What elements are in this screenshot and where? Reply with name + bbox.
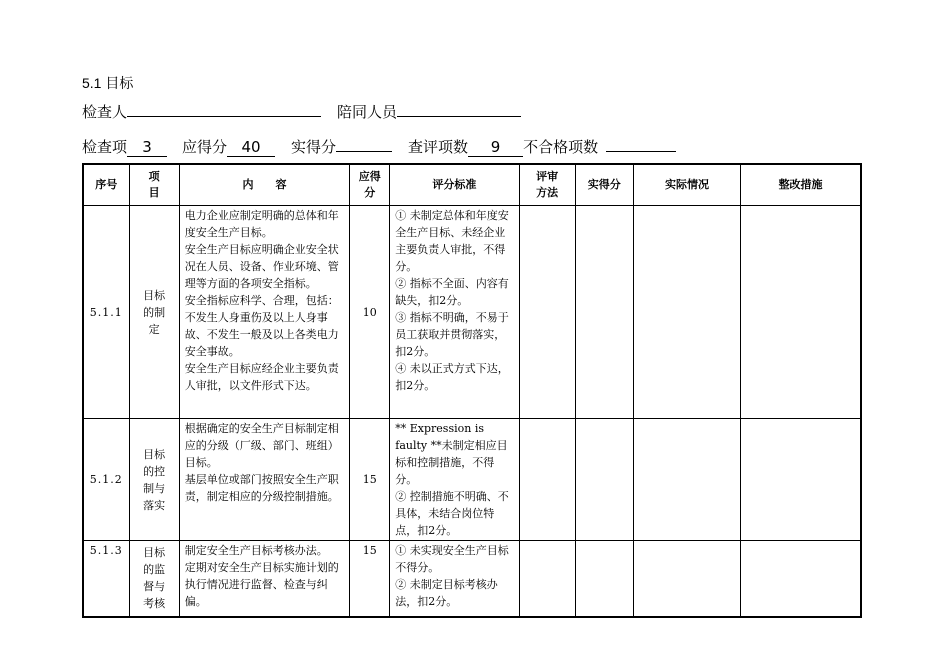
actual-score-cell[interactable]	[575, 206, 633, 419]
method-cell[interactable]	[519, 206, 575, 419]
content-paragraph: 安全指标应科学、合理，包括：不发生人身重伤及以上人身事故、不发生一般及以上各类电力安全事故。	[184, 294, 339, 358]
row-score: 15	[350, 541, 390, 618]
situation-cell[interactable]	[633, 419, 740, 541]
content-paragraph: 定期对安全生产目标实施计划的执行情况进行监督、检查与纠偏。	[184, 561, 339, 608]
content-paragraph: 根据确定的安全生产目标制定相应的分级（厂级、部门、班组）目标。	[184, 422, 339, 469]
table-row	[83, 206, 861, 419]
header-item	[129, 164, 179, 206]
standard-item: ④ 未以正式方式下达，扣2分。	[395, 362, 509, 392]
standard-item: ** Expression is faulty **未制定相应目标和控制措施，不得分。	[395, 422, 508, 486]
inspector-label: 检查人	[82, 103, 128, 121]
row-item: 目标 的监 督与 考核	[129, 541, 179, 618]
actual-score-label: 实得分	[291, 138, 337, 156]
rectify-cell[interactable]	[741, 541, 861, 618]
companion-label: 陪同人员	[337, 103, 398, 121]
header-score	[350, 164, 390, 206]
row-standard	[390, 206, 519, 419]
rectify-cell[interactable]	[741, 206, 861, 419]
method-cell[interactable]	[519, 419, 575, 541]
content-paragraph: 安全生产目标应明确企业安全状况在人员、设备、作业环境、管理等方面的各项安全指标。	[184, 243, 339, 290]
header-no: 序号	[83, 164, 129, 206]
inspector-field[interactable]	[127, 99, 321, 117]
standard-item: ② 控制措施不明确、不具体，未结合岗位特点，扣2分。	[395, 490, 509, 537]
actual-score-value[interactable]	[336, 134, 392, 152]
fail-count-label: 不合格项数	[523, 138, 599, 156]
inspector-line	[82, 99, 521, 122]
content-paragraph: 制定安全生产目标考核办法。	[184, 544, 328, 557]
due-score-value[interactable]: 40	[227, 139, 275, 157]
row-item: 目标 的制 定	[129, 206, 179, 419]
row-no: 5.1.3	[83, 541, 129, 618]
inspection-table	[82, 163, 862, 618]
header-method-text: 评审 方法	[536, 170, 559, 199]
fail-count-value[interactable]	[606, 134, 676, 152]
table-row	[83, 541, 861, 618]
summary-line	[82, 134, 676, 157]
item-count-label: 检查项	[82, 138, 128, 156]
standard-item: ② 指标不全面、内容有缺失，扣2分。	[395, 277, 509, 307]
actual-score-cell[interactable]	[575, 541, 633, 618]
header-standard: 评分标准	[390, 164, 519, 206]
situation-cell[interactable]	[633, 206, 740, 419]
review-count-value[interactable]: 9	[468, 139, 523, 157]
situation-cell[interactable]	[633, 541, 740, 618]
row-item: 目标 的控 制与 落实	[129, 419, 179, 541]
content-paragraph: 基层单位或部门按照安全生产职责，制定相应的分级控制措施。	[184, 473, 339, 503]
row-content	[179, 541, 349, 618]
row-score: 15	[350, 419, 390, 541]
header-score-text: 应得 分	[358, 170, 381, 199]
content-paragraph: 电力企业应制定明确的总体和年度安全生产目标。	[184, 209, 339, 239]
header-method	[519, 164, 575, 206]
row-no: 5.1.1	[83, 206, 129, 419]
method-cell[interactable]	[519, 541, 575, 618]
row-score: 10	[350, 206, 390, 419]
header-rectify: 整改措施	[741, 164, 861, 206]
row-content	[179, 419, 349, 541]
row-standard	[390, 541, 519, 618]
due-score-label: 应得分	[182, 138, 228, 156]
header-actual: 实得分	[575, 164, 633, 206]
section-title: 5.1 目标	[82, 75, 134, 91]
table-row	[83, 419, 861, 541]
row-standard	[390, 419, 519, 541]
header-content: 内 容	[179, 164, 349, 206]
standard-item: ② 未制定目标考核办法，扣2分。	[395, 578, 498, 608]
row-content	[179, 206, 349, 419]
companion-field[interactable]	[397, 99, 521, 117]
content-paragraph: 安全生产目标应经企业主要负责人审批，以文件形式下达。	[184, 362, 339, 392]
table-header-row	[83, 164, 861, 206]
actual-score-cell[interactable]	[575, 419, 633, 541]
header-situation: 实际情况	[633, 164, 740, 206]
standard-item: ③ 指标不明确，不易于员工获取并贯彻落实，扣2分。	[395, 311, 509, 358]
rectify-cell[interactable]	[741, 419, 861, 541]
header-item-text: 项 目	[148, 170, 160, 199]
standard-item: ① 未实现安全生产目标不得分。	[395, 544, 509, 574]
item-count-value[interactable]: 3	[127, 139, 167, 157]
standard-item: ① 未制定总体和年度安全生产目标、未经企业主要负责人审批，不得分。	[395, 209, 509, 273]
review-count-label: 查评项数	[408, 138, 469, 156]
row-no: 5.1.2	[83, 419, 129, 541]
